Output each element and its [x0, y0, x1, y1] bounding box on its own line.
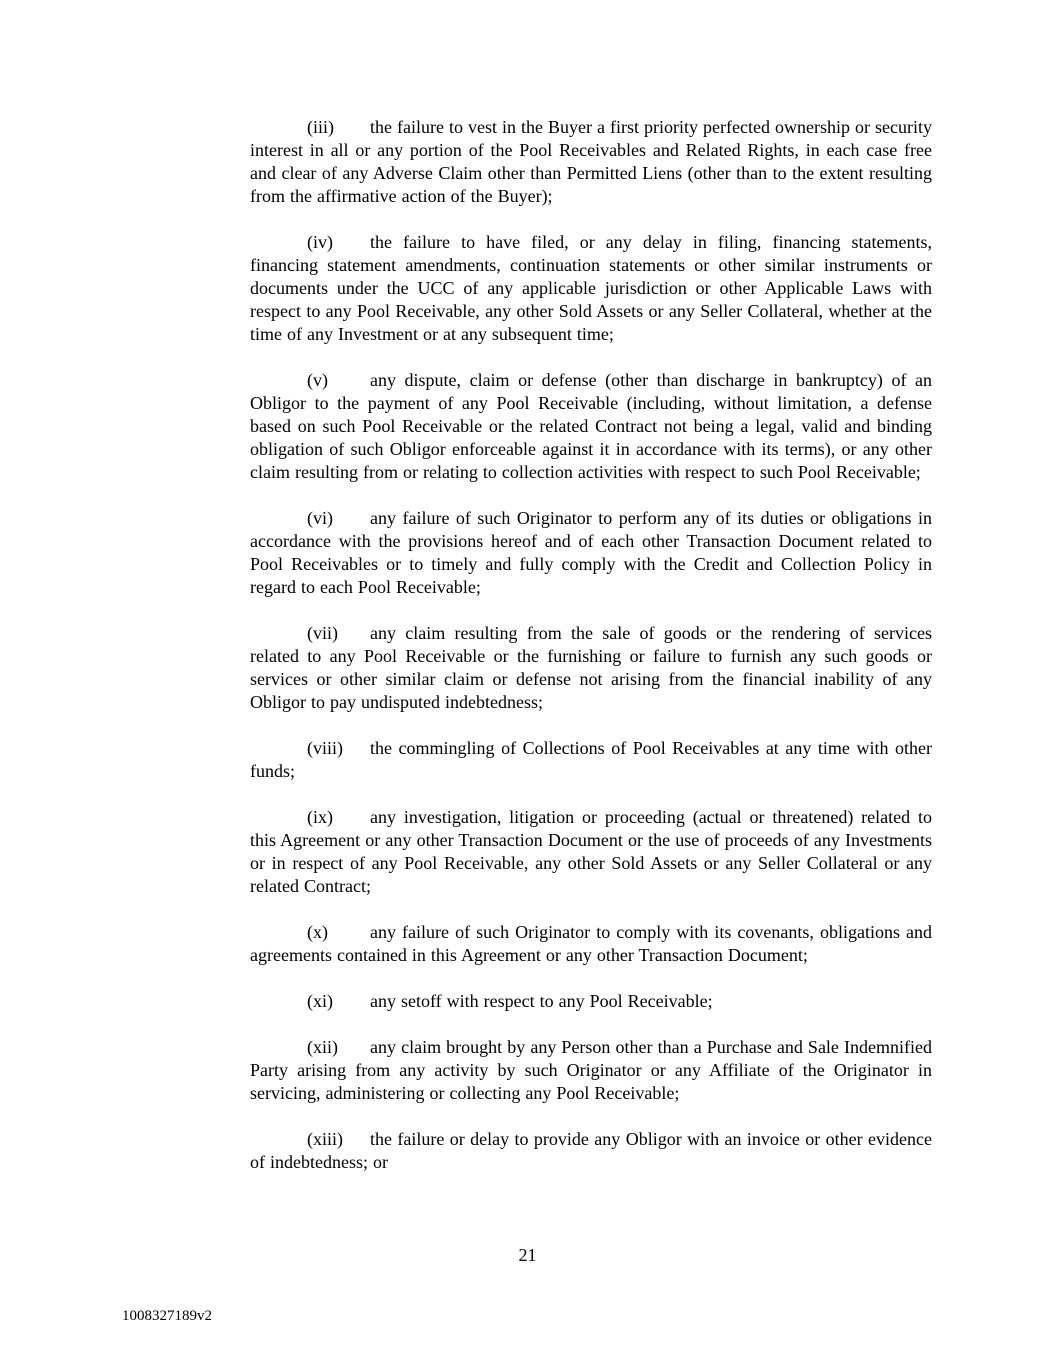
clause-number: (vi): [307, 508, 333, 528]
clause-xiii: [250, 1128, 932, 1174]
clause-vi: [250, 507, 932, 599]
clause-number: (vii): [307, 623, 338, 643]
clause-vii: [250, 622, 932, 714]
clause-iii: [250, 116, 932, 208]
clause-number: (v): [307, 370, 328, 390]
clause-number: (iii): [307, 117, 334, 137]
clause-number: (xiii): [307, 1129, 343, 1149]
clause-x: [250, 921, 932, 967]
clause-v: [250, 369, 932, 484]
clause-number: (xii): [307, 1037, 338, 1057]
clause-text: the failure to have filed, or any delay in filing, financing statements, financing statement amendments, continuation statements or other similar instruments or documents under the UCC of any applicable jurisdiction or other Applicable Laws with respect to any Pool Receivable, any other Sold Assets or any Seller Collateral, whether at the time of any Investment or at any subsequent time;: [250, 232, 932, 344]
clause-text: any setoff with respect to any Pool Receivable;: [370, 991, 713, 1011]
clause-text: any failure of such Originator to perform any of its duties or obligations in accordance with the provisions hereof and of each other Transaction Document related to Pool Receivables or to timely and fully comply with the Credit and Collection Policy in regard to each Pool Receivable;: [250, 508, 932, 597]
document-body: [250, 116, 932, 1197]
clause-text: the commingling of Collections of Pool Receivables at any time with other funds;: [250, 738, 932, 781]
clause-xii: [250, 1036, 932, 1105]
clause-text: any investigation, litigation or proceeding (actual or threatened) related to this Agreement or any other Transaction Document or the use of proceeds of any Investments or in respect of any Pool Receivable, any other Sold Assets or any Seller Collateral or any related Contract;: [250, 807, 932, 896]
clause-number: (xi): [307, 991, 333, 1011]
page-number: 21: [518, 1245, 537, 1265]
clause-text: any failure of such Originator to comply with its covenants, obligations and agreements contained in this Agreement or any other Transaction Document;: [250, 922, 932, 965]
clause-viii: [250, 737, 932, 783]
clause-text: any claim brought by any Person other than a Purchase and Sale Indemnified Party arising from any activity by such Originator or any Affiliate of the Originator in servicing, administering or collecting any Pool Receivable;: [250, 1037, 932, 1103]
clause-number: (ix): [307, 807, 333, 827]
clause-iv: [250, 231, 932, 346]
clause-text: any dispute, claim or defense (other than discharge in bankruptcy) of an Obligor to the payment of any Pool Receivable (including, without limitation, a defense based on such Pool Receivable or the related Contract not being a legal, valid and binding obligation of such Obligor enforceable against it in accordance with its terms), or any other claim resulting from or relating to collection activities with respect to such Pool Receivable;: [250, 370, 932, 482]
clause-xi: [250, 990, 932, 1013]
clause-number: (x): [307, 922, 328, 942]
clause-number: (iv): [307, 232, 333, 252]
clause-text: any claim resulting from the sale of goods or the rendering of services related to any Pool Receivable or the furnishing or failure to furnish any such goods or services or other similar claim or defense not arising from the financial inability of any Obligor to pay undisputed indebtedness;: [250, 623, 932, 712]
clause-number: (viii): [307, 738, 343, 758]
clause-ix: [250, 806, 932, 898]
clause-text: the failure to vest in the Buyer a first priority perfected ownership or security interest in all or any portion of the Pool Receivables and Related Rights, in each case free and clear of any Adverse Claim other than Permitted Liens (other than to the extent resulting from the affirmative action of the Buyer);: [250, 117, 932, 206]
clause-text: the failure or delay to provide any Obligor with an invoice or other evidence of indebtedness; or: [250, 1129, 932, 1172]
document-id: 1008327189v2: [122, 1308, 212, 1324]
